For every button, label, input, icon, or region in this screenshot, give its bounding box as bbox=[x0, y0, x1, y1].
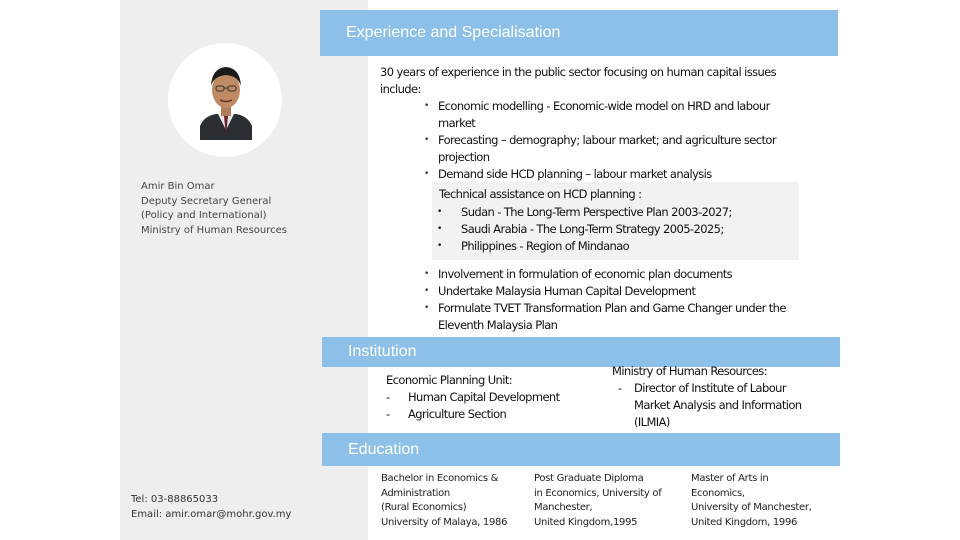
bullet: • bbox=[424, 303, 430, 313]
institution-epu-item-text: Agriculture Section bbox=[408, 407, 507, 421]
bullet: • bbox=[437, 241, 443, 251]
institution-mohr bbox=[612, 363, 842, 431]
institution-mohr-item bbox=[612, 380, 842, 431]
institution-mohr-line: (ILMIA) bbox=[634, 415, 670, 429]
bullet: • bbox=[424, 101, 430, 111]
experience-intro-line: 30 years of experience in the public sector focusing on human capital issues bbox=[380, 65, 777, 79]
education-heading: Education bbox=[348, 441, 420, 458]
bullet: • bbox=[424, 286, 430, 296]
education-degree bbox=[691, 472, 812, 530]
experience-intro bbox=[380, 64, 820, 98]
contact-tel: Tel: 03-88865033 bbox=[131, 494, 219, 505]
education-degree-line: Post Graduate Diploma bbox=[534, 473, 644, 484]
education-degree-line: Economics, bbox=[691, 487, 745, 499]
experience-heading-bar bbox=[320, 10, 838, 56]
profile-division: (Policy and International) bbox=[141, 210, 267, 221]
profile-ministry: Ministry of Human Resources bbox=[141, 224, 287, 236]
institution-epu-title: Economic Planning Unit: bbox=[386, 373, 513, 387]
bullet: • bbox=[437, 224, 443, 234]
bullet: • bbox=[437, 207, 443, 217]
institution-heading: Institution bbox=[348, 343, 417, 360]
experience-heading: Experience and Specialisation bbox=[346, 24, 561, 41]
experience-intro-line: include: bbox=[380, 82, 421, 96]
experience-item-line: Demand side HCD planning – labour market analysis bbox=[438, 167, 712, 181]
contact-info bbox=[131, 493, 291, 522]
institution-epu-item bbox=[386, 389, 606, 406]
experience-item bbox=[438, 166, 823, 183]
institution-epu-item bbox=[386, 406, 606, 423]
experience-item-line: market bbox=[438, 116, 476, 130]
education-degree-line: Bachelor in Economics & bbox=[381, 473, 499, 484]
education-degree-line: in Economics, University of bbox=[534, 487, 662, 499]
experience-item-line: Undertake Malaysia Human Capital Development bbox=[438, 284, 696, 298]
experience-item-line: Formulate TVET Transformation Plan and Game Changer under the bbox=[438, 301, 786, 315]
dash: - bbox=[618, 381, 622, 395]
education-degree bbox=[381, 472, 507, 530]
education-degree-line: Master of Arts in bbox=[691, 473, 769, 484]
education-degree-line: United Kingdom, 1996 bbox=[691, 516, 798, 528]
experience-item bbox=[438, 132, 823, 166]
technical-assistance-item: Saudi Arabia - The Long-Term Strategy 2005-2025; bbox=[461, 222, 724, 236]
bullet: • bbox=[424, 169, 430, 179]
education-degree-line: United Kingdom,1995 bbox=[534, 516, 638, 528]
technical-assistance-title: Technical assistance on HCD planning : bbox=[439, 187, 642, 201]
experience-item-line: Economic modelling - Economic-wide model on HRD and labour bbox=[438, 99, 770, 113]
experience-item-line: projection bbox=[438, 150, 490, 164]
profile-name: Amir Bin Omar bbox=[141, 181, 215, 192]
education-degree-line: (Rural Economics) bbox=[381, 502, 467, 513]
contact-email: Email: amir.omar@mohr.gov.my bbox=[131, 508, 292, 520]
profile-photo bbox=[200, 60, 252, 140]
institution-epu-item-text: Human Capital Development bbox=[408, 390, 560, 404]
experience-item-line: Forecasting – demography; labour market; and agriculture sector bbox=[438, 133, 776, 147]
dash: - bbox=[386, 390, 390, 404]
profile-position: Deputy Secretary General bbox=[141, 195, 272, 207]
experience-item-line: Eleventh Malaysia Plan bbox=[438, 318, 558, 332]
institution-mohr-line: Market Analysis and Information bbox=[634, 398, 802, 412]
education-degree bbox=[534, 472, 661, 530]
bullet: • bbox=[424, 135, 430, 145]
education-degree-line: Administration bbox=[381, 487, 450, 499]
experience-item bbox=[438, 266, 823, 283]
institution-mohr-line: Director of Institute of Labour bbox=[634, 381, 786, 395]
bullet: • bbox=[424, 269, 430, 279]
dash: - bbox=[386, 407, 390, 421]
experience-item bbox=[438, 300, 823, 334]
experience-item-line: Involvement in formulation of economic plan documents bbox=[438, 267, 733, 281]
profile-info bbox=[141, 180, 361, 238]
experience-item bbox=[438, 283, 823, 300]
institution-mohr-title: Ministry of Human Resources: bbox=[612, 364, 767, 378]
experience-item bbox=[438, 98, 823, 132]
education-degree-line: University of Manchester, bbox=[691, 502, 812, 513]
education-heading-bar bbox=[322, 433, 840, 466]
education-degree-line: Manchester, bbox=[534, 502, 593, 513]
technical-assistance-item: Sudan - The Long-Term Perspective Plan 2003-2027; bbox=[461, 205, 732, 219]
technical-assistance-item: Philippines - Region of Mindanao bbox=[461, 239, 630, 253]
education-degree-line: University of Malaya, 1986 bbox=[381, 516, 508, 528]
institution-epu bbox=[386, 372, 606, 423]
